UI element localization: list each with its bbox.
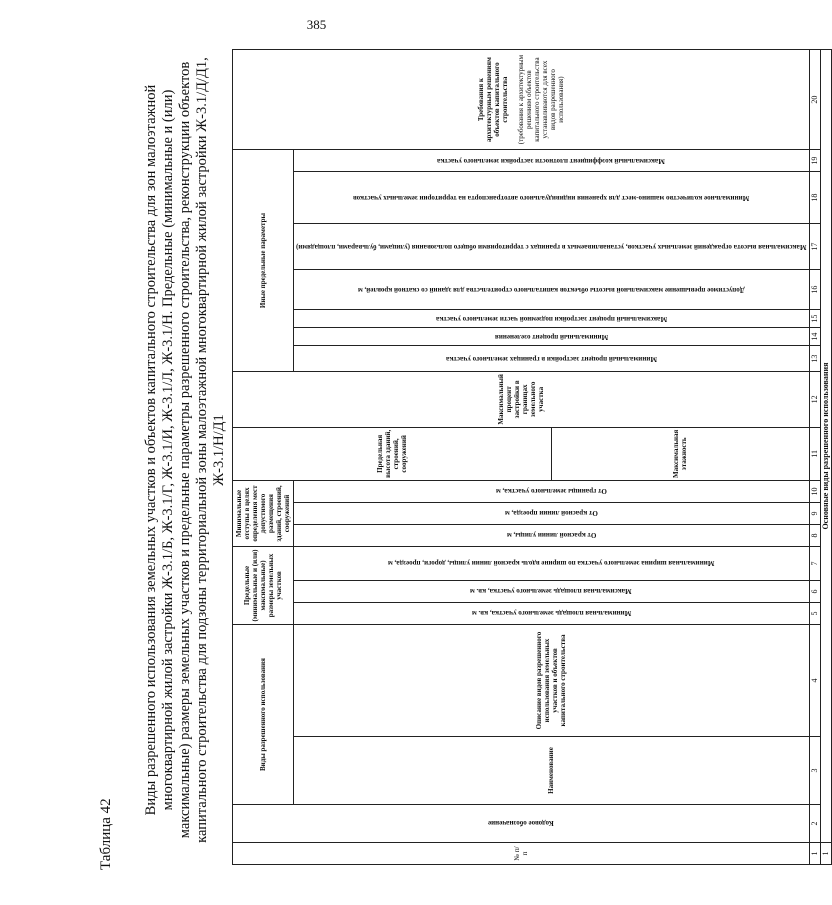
header-razmery: Предельные (минимальные и (или) максимальные) размеры земельных участков <box>233 547 294 625</box>
section-osnovnye: Основные виды разрешенного использования <box>820 50 831 843</box>
header-min-area: Минимальная площадь земельного участка, кв. м <box>294 603 810 625</box>
page-number: 385 <box>306 17 327 32</box>
section-row: 1 Основные виды разрешенного использования <box>820 50 831 865</box>
header-p18: Минимальное количество машино-мест для хранения индивидуального автотранспорта на территории земельных участков <box>294 172 810 224</box>
header-max-area: Максимальная площадь земельного участка, кв. м <box>294 581 810 603</box>
parameters-table <box>232 49 832 865</box>
header-min-width: Минимальная ширина земельного участка по ширине вдоль красной линии улицы, дороги, проезда, м <box>294 547 810 581</box>
header-etazhnost: Максимальная этажность <box>551 427 809 480</box>
header-p15: Максимальный процент застройки подземной части земельного участка <box>294 310 810 328</box>
header-p13: Минимальный процент застройки в границах земельного участка <box>294 346 810 372</box>
column-numbers-row: 1 2 3 4 5 6 7 8 9 10 11 12 13 14 15 16 17 18 19 20 <box>809 50 820 865</box>
header-ot-krasnoy-proezda: От красной линии проезда, м <box>294 503 810 525</box>
header-vysota: Предельная высота зданий, строений, сооружений <box>233 427 552 480</box>
header-otstupy: Минимальные отступы в целях определения мест допустимого размещения зданий, строений, сооружений <box>233 481 294 547</box>
header-p16: Допустимое превышение максимальной высоты объектов капитального строительства для зданий со скатной кровлей, м <box>294 270 810 310</box>
header-kod: Кодовое обозначение <box>233 805 810 843</box>
header-inye: Иные предельные параметры <box>233 150 294 372</box>
header-no: № п/п <box>233 843 810 865</box>
header-naimenovanie: Наименование <box>294 737 810 805</box>
header-vidy: Виды разрешенного использования <box>233 625 294 805</box>
rotated-page-content <box>95 40 830 880</box>
header-trebovaniya: Требования к архитектурным решениям объектов капитального строительства (требования к архитектурным решениям объектов капитального строительства устанавливаются для всех видов разрешенного использования) <box>233 50 810 150</box>
header-p14: Минимальный процент озеленения <box>294 328 810 346</box>
header-p19: Максимальный коэффициент плотности застройки земельного участка <box>294 150 810 172</box>
header-p17: Максимальная высота ограждений земельных участков, устанавливаемых в границах с территориями общего пользования (улицами, бульварами, площадями) <box>294 224 810 270</box>
header-ot-krasnoy-ulicy: От красной линии улицы, м <box>294 525 810 547</box>
header-opisanie: Описание видов разрешенного использования земельных участков и объектов капитального строительства <box>294 625 810 737</box>
table-title: Виды разрешенного использования земельных участков и объектов капитального строительства для зон малоэтажной многоквартирной жилой застройки Ж-3.1/Б, Ж-3.1/Г, Ж-3.1/И, Ж-3.1/Л, Ж-3.1/Н. Предельные (минимальные и (или) максимальные) размеры земельных участков и предельные параметры разрешенного строительства, реконструкции объектов капитального строительства для подзоны территориальной зоны малоэтажной многоквартирной жилой застройки Ж-3.1/Д/Д1, Ж-3.1/Н/Д1 <box>143 57 227 843</box>
header-ot-granicy: От границы земельного участка, м <box>294 481 810 503</box>
table-label: Таблица 42 <box>98 798 114 870</box>
header-procent: Максимальный процент застройки в границах земельного участка <box>233 372 810 428</box>
